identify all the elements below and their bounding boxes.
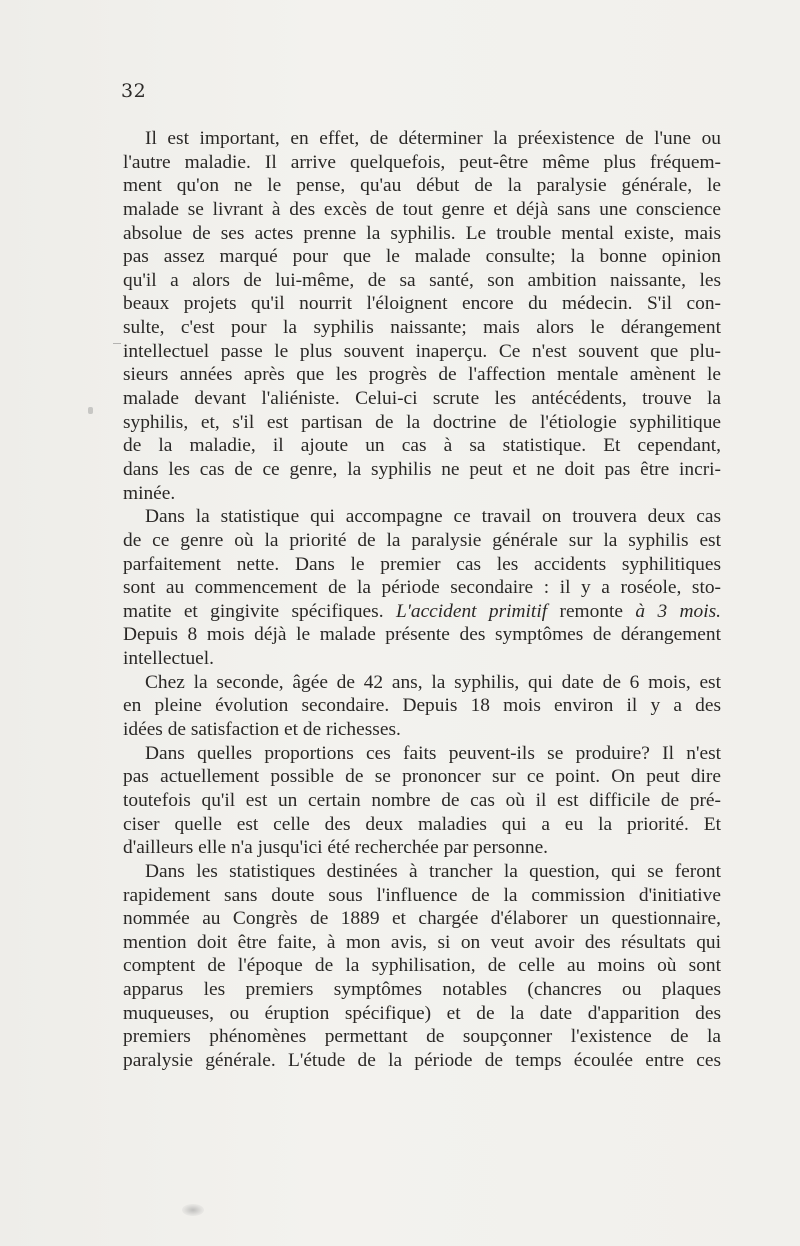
text-line: malade devant l'aliéniste. Celui-ci scrute les antécédents, trouve la (123, 388, 721, 410)
text-line: absolue de ses actes prenne la syphilis. Le trouble mental existe, mais (123, 222, 721, 244)
text-line: qu'il a alors de lui-même, de sa santé, son ambition naissante, les (123, 269, 721, 291)
paragraph-1 (123, 127, 721, 505)
text-line: paralysie générale. L'étude de la période de temps écoulée entre ces (123, 1049, 721, 1071)
text-line: intellectuel. (123, 648, 214, 670)
text-line: parfaitement nette. Dans le premier cas les accidents syphilitiques (123, 553, 721, 575)
text-line: nommée au Congrès de 1889 et chargée d'élaborer un questionnaire, (123, 908, 721, 930)
paragraph-5 (123, 860, 721, 1073)
text-line: pas actuellement possible de se prononcer sur ce point. On peut dire (123, 766, 721, 788)
paragraph-2 (123, 505, 721, 670)
text-line: d'ailleurs elle n'a jusqu'ici été recherchée par personne. (123, 837, 549, 859)
text-line: syphilis, et, s'il est partisan de la doctrine de l'étiologie syphilitique (123, 411, 721, 433)
text-run: remonte (559, 600, 624, 622)
text-line: de ce genre où la priorité de la paralysie générale sur la syphilis est (123, 529, 721, 551)
text-line: comptent de l'époque de la syphilisation, de celle au moins où sont (123, 955, 721, 977)
page-number: 32 (121, 80, 147, 102)
text-line: intellectuel passe le plus souvent inaperçu. Ce n'est souvent que plu- (123, 340, 721, 362)
text-line: beaux projets qu'il nourrit l'éloignent encore du médecin. S'il con- (123, 293, 721, 315)
text-line: en pleine évolution secondaire. Depuis 18 mois environ il y a des (123, 695, 721, 717)
text-line: idées de satisfaction et de richesses. (123, 719, 401, 741)
margin-mark (113, 343, 121, 344)
text-line: muqueuses, ou éruption spécifique) et de la date d'apparition des (123, 1002, 721, 1024)
text-line: sont au commencement de la période secondaire : il y a roséole, sto- (123, 577, 721, 599)
text-line: dans les cas de ce genre, la syphilis ne peut et ne doit pas être incri- (123, 458, 721, 480)
italic-text: L'accident primitif (395, 600, 548, 622)
text-line: mention doit être faite, à mon avis, si on veut avoir des résultats qui (123, 931, 721, 953)
text-line: malade se livrant à des excès de tout genre et déjà sans une conscience (123, 198, 721, 220)
paragraph-3 (123, 671, 721, 742)
text-line: pas assez marqué pour que le malade consulte; la bonne opinion (123, 246, 721, 268)
text-line: premiers phénomènes permettant de soupçonner l'existence de la (123, 1026, 721, 1048)
text-line: de la maladie, il ajoute un cas à sa statistique. Et cependant, (123, 435, 721, 457)
text-line: sieurs années après que les progrès de l'affection mentale amènent le (123, 364, 721, 386)
text-line: Dans la statistique qui accompagne ce travail on trouvera deux cas (145, 506, 721, 528)
body-text (123, 127, 721, 1073)
text-line-mixed (123, 600, 721, 624)
text-line: rapidement sans doute sous l'influence de la commission d'initiative (123, 884, 721, 906)
text-line: minée. (123, 482, 176, 504)
text-line: ment qu'on ne le pense, qu'au début de la paralysie générale, le (123, 175, 721, 197)
ink-smudge (182, 1204, 204, 1216)
paragraph-4 (123, 742, 721, 860)
paper-speck (88, 407, 93, 414)
text-line: Dans quelles proportions ces faits peuvent-ils se produire? Il n'est (145, 742, 721, 764)
text-line: ciser quelle est celle des deux maladies qui a eu la priorité. Et (123, 813, 721, 835)
text-run: matite et gingivite spécifiques. (123, 600, 384, 622)
text-line: l'autre maladie. Il arrive quelquefois, peut-être même plus fréquem- (123, 151, 721, 173)
text-line: apparus les premiers symptômes notables (chancres ou plaques (123, 979, 721, 1001)
text-line: Dans les statistiques destinées à trancher la question, qui se feront (145, 860, 721, 882)
text-line: sulte, c'est pour la syphilis naissante; mais alors le dérangement (123, 317, 721, 339)
text-line: Chez la seconde, âgée de 42 ans, la syphilis, qui date de 6 mois, est (145, 671, 721, 693)
italic-text: à 3 mois. (635, 600, 721, 622)
text-line: Il est important, en effet, de déterminer la préexistence de l'une ou (145, 128, 721, 149)
text-line: Depuis 8 mois déjà le malade présente des symptômes de dérangement (123, 624, 721, 646)
text-line: toutefois qu'il est un certain nombre de cas où il est difficile de pré- (123, 789, 721, 811)
